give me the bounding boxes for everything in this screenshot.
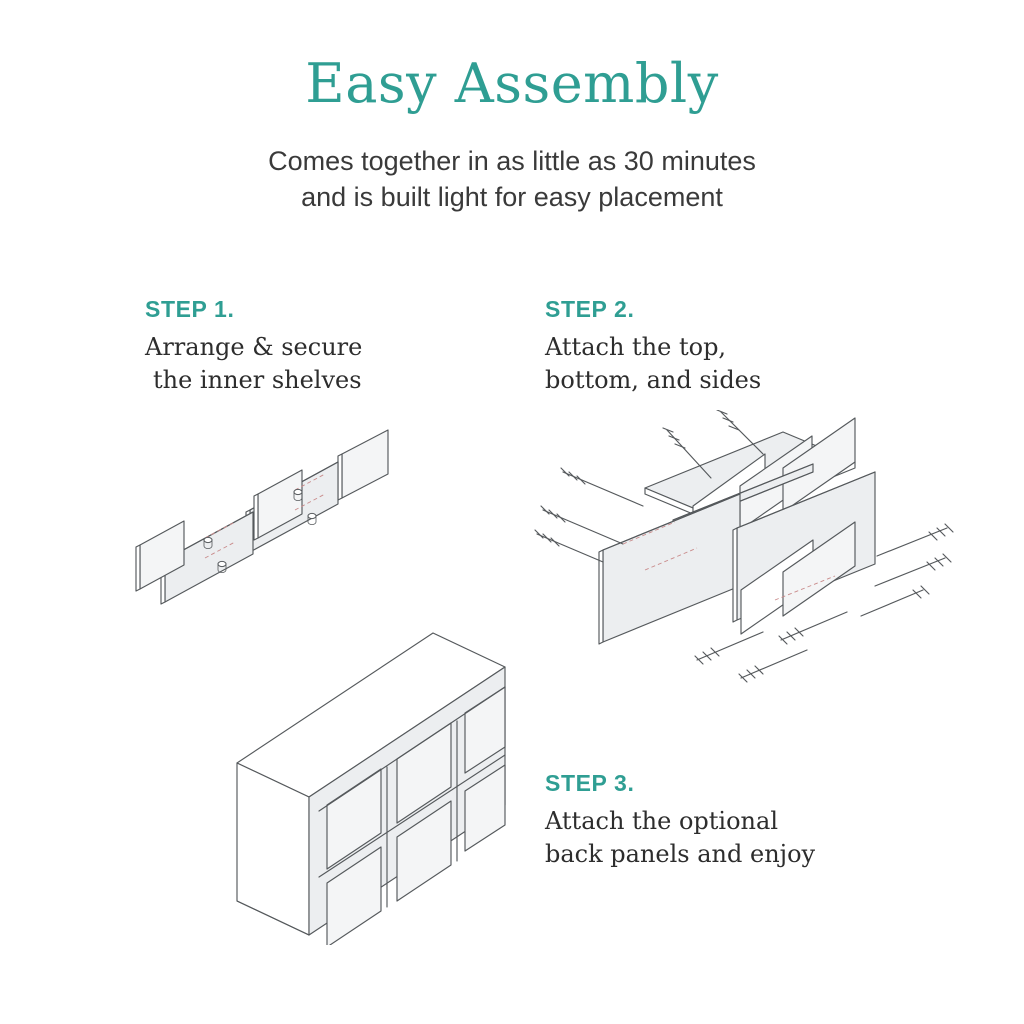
screw: [541, 506, 623, 544]
screw: [877, 524, 953, 556]
step-2-text-line-1: Attach the top,: [545, 333, 727, 361]
step-3-illustration: [215, 615, 535, 945]
step-2-illustration: [525, 410, 955, 700]
step-3-text: [545, 805, 815, 871]
subtitle-line-2: and is built light for easy placement: [301, 182, 723, 212]
step-1-text: [145, 331, 362, 397]
step-2-text-line-2: bottom, and sides: [545, 366, 762, 394]
screw: [861, 586, 929, 616]
step-1-label: STEP 1.: [145, 296, 235, 322]
step-3-label: STEP 3.: [545, 770, 635, 796]
screw: [717, 410, 763, 454]
page-subtitle: [0, 143, 1024, 215]
subtitle-line-1: Comes together in as little as 30 minutes: [268, 146, 756, 176]
step-2-text: [545, 331, 761, 397]
step-3-block: [545, 770, 815, 871]
screw: [695, 632, 763, 664]
step-1-block: [145, 296, 362, 397]
screw: [779, 612, 847, 644]
step-2-label: STEP 2.: [545, 296, 635, 322]
page-title: Easy Assembly: [305, 52, 719, 115]
step-1-text-line-2: the inner shelves: [153, 366, 362, 394]
step-2-block: [545, 296, 761, 397]
frame-with-screws-drawing: [525, 410, 955, 700]
finished-organizer-drawing: [215, 615, 535, 945]
screw: [535, 530, 603, 562]
step-1-text-line-1: Arrange & secure: [145, 333, 363, 361]
screw: [875, 554, 951, 586]
screw: [561, 468, 643, 506]
screw: [739, 650, 807, 682]
step-3-text-line-1: Attach the optional: [545, 807, 778, 835]
step-3-text-line-2: back panels and enjoy: [545, 840, 816, 868]
